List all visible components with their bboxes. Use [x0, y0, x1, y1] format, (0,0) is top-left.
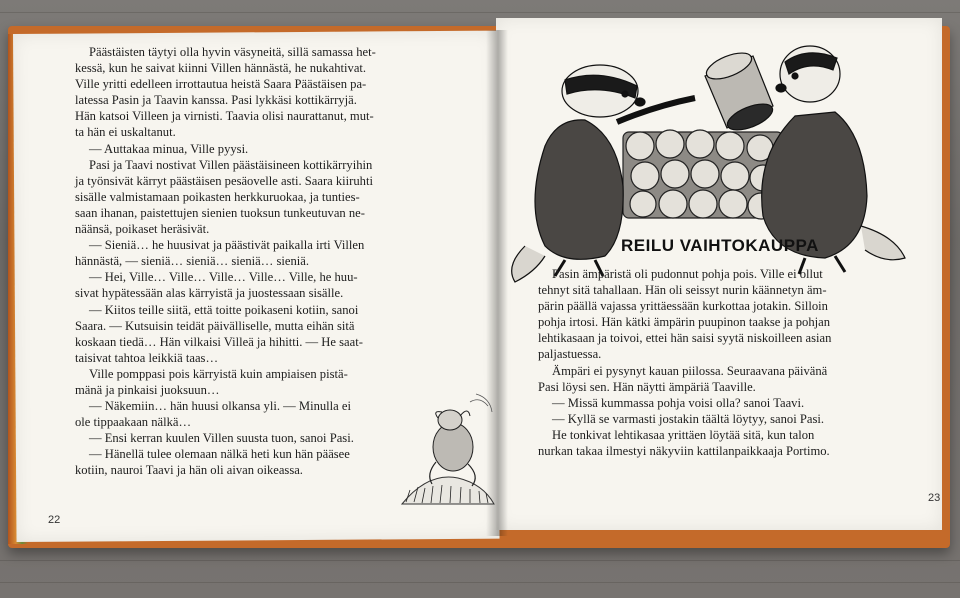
text-line: — Hei, Ville… Ville… Ville… Ville… Ville, he huu-: [89, 270, 358, 285]
text-line: pärin päällä vajassa yrittäessään kurkottaa jotakin. Silloin: [538, 299, 828, 314]
text-line: — Kiitos teille siitä, että toitte poikaseni kotiin, sanoi: [89, 302, 359, 317]
text-line: ole tippaakaan nälkä…: [75, 415, 192, 430]
text-line: sivat hypätessään alas kärryistä ja juostessaan sisälle.: [75, 286, 344, 301]
text-line: Hän katsoi Villeen ja virnisti. Taavia olisi naurattanut, mut-: [75, 109, 374, 124]
text-line: näänsä, poikaset heräsivät.: [75, 222, 210, 237]
text-line: Päästäisten täytyi olla hyvin väsyneitä, sillä samassa het-: [89, 45, 376, 59]
text-line: tehnyt sitä tahallaan. Hän oli seissyt nurin käännetyn äm-: [538, 283, 827, 298]
text-line: nurkan takaa ilmestyi näkyviin kattilanpaikkaaja Portimo.: [538, 444, 830, 459]
small-animal-illustration: [398, 392, 496, 510]
text-line: taisivat tahtoa leikkiä taas…: [75, 350, 219, 365]
text-line: Pasin ämpäristä oli pudonnut pohja pois. Ville ei ollut: [552, 267, 823, 281]
text-line: Pasi löysi sen. Hän näytti ämpäriä Taaville.: [538, 379, 756, 394]
right-page-number: 23: [928, 492, 941, 504]
text-line: kotiin, nauroi Taavi ja hän oli aivan oikeassa.: [75, 463, 303, 478]
text-line: Ämpäri ei pysynyt kauan piilossa. Seuraavana päivänä: [552, 363, 828, 378]
text-line: paljastuessa.: [538, 347, 602, 362]
text-line: He tonkivat lehtikasaa yrittäen löytää sitä, kun talon: [552, 427, 815, 442]
text-line: kessä, kun he saivat kiinni Villen hännästä, he nukahtivat.: [75, 61, 367, 76]
text-line: — Ensi kerran kuulen Villen suusta tuon, sanoi Pasi.: [89, 431, 354, 446]
text-line: — Hänellä tulee olemaan nälkä heti kun hän pääsee: [89, 447, 350, 462]
text-line: Pasi ja Taavi nostivat Villen päästäisineen kottikärryihin: [89, 157, 373, 172]
chapter-title: REILU VAIHTOKAUPPA: [621, 236, 819, 255]
text-line: mänä ja pinkaisi juoksuun…: [75, 382, 220, 397]
text-line: — Sieniä… he huusivat ja päästivät paikalla irti Villen: [89, 238, 365, 253]
text-line: — Näkemiin… hän huusi olkansa yli. — Minulla ei: [89, 399, 351, 414]
bucket: [703, 48, 776, 136]
text-line: Ville yritti edelleen irrottautua heistä Saara Päästäisen pa-: [75, 77, 367, 92]
text-line: sisälle valmistamaan poikasten herkkuruokaa, ja tunties-: [75, 189, 360, 204]
table-grain: [0, 560, 960, 561]
text-line: koskaan tiedä… Hän vilkaisi Villeä ja hihitti. — He saat-: [75, 334, 363, 349]
right-page-text: [538, 266, 918, 459]
text-line: saan ihanan, paistettujen sienien tuoksun tunkeutuvan ne-: [75, 205, 365, 220]
left-page-number: 22: [48, 514, 61, 526]
text-line: hännästä, — sieniä… sieniä… sieniä… sieniä.: [75, 254, 309, 269]
text-line: ta hän ei uskaltanut.: [75, 125, 176, 140]
text-line: latessa Pasin ja Taavin kanssa. Pasi lykkäsi kottikärryjä.: [75, 93, 357, 108]
text-line: lehtikasaan ja toivoi, ettei hän saisi syytä niskoilleen asian: [538, 331, 832, 346]
text-line: — Missä kummassa pohja voisi olla? sanoi Taavi.: [552, 395, 805, 410]
text-line: ja työnsivät kärryt päästäisen pesäovelle asti. Saara kiiruhti: [75, 173, 373, 188]
text-line: — Kyllä se varmasti jostakin täältä löytyy, sanoi Pasi.: [552, 411, 825, 426]
table-grain: [0, 12, 960, 13]
text-line: Saara. — Kutsuisin teidät päivälliselle, mutta eihän sitä: [75, 318, 355, 333]
woodpile: [623, 130, 783, 219]
text-line: pohja irtosi. Hän kätki ämpärin puupinon taakse ja pohjan: [538, 315, 831, 330]
text-line: Ville pomppasi pois kärryistä kuin ampiaisen pistä-: [89, 366, 348, 381]
table-grain: [0, 582, 960, 583]
text-line: — Auttakaa minua, Ville pyysi.: [89, 141, 249, 156]
